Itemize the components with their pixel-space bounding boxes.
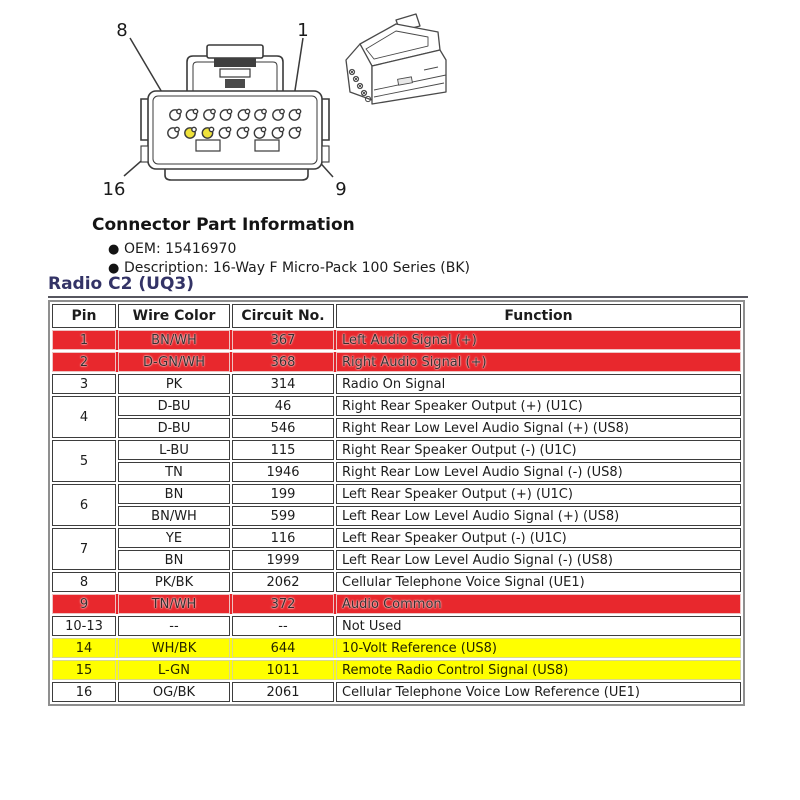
- circuit-cell: 599: [232, 506, 334, 526]
- wire-cell: TN: [118, 462, 230, 482]
- circuit-cell: 116: [232, 528, 334, 548]
- circuit-cell: 546: [232, 418, 334, 438]
- table-row-pin16: [52, 682, 741, 702]
- pin-cell: 4: [52, 396, 116, 438]
- wire-cell: L-GN: [118, 660, 230, 680]
- wire-cell: WH/BK: [118, 638, 230, 658]
- callout-label-9: 9: [335, 179, 347, 200]
- sub-row: [118, 528, 741, 548]
- function-cell: Left Rear Speaker Output (-) (U1C): [336, 528, 741, 548]
- circuit-cell: 115: [232, 440, 334, 460]
- wire-cell: YE: [118, 528, 230, 548]
- bullet-icon: ●: [108, 261, 120, 276]
- circuit-cell: 372: [232, 594, 334, 614]
- sub-row: [118, 484, 741, 504]
- function-cell: Cellular Telephone Voice Low Reference (UE1): [336, 682, 741, 702]
- function-cell: Right Rear Speaker Output (-) (U1C): [336, 440, 741, 460]
- function-cell: Audio Common: [336, 594, 741, 614]
- table-header-row: [52, 304, 741, 328]
- function-cell: Left Rear Low Level Audio Signal (+) (US8): [336, 506, 741, 526]
- pin-cell: 10-13: [52, 616, 116, 636]
- table-row-pin7: [52, 528, 741, 570]
- pin-cell: 3: [52, 374, 116, 394]
- circuit-cell: 367: [232, 330, 334, 350]
- header-cell-function: Function: [336, 304, 741, 328]
- pin-cell: 5: [52, 440, 116, 482]
- function-cell: Left Audio Signal (+): [336, 330, 741, 350]
- circuit-cell: 368: [232, 352, 334, 372]
- table-row-pin4: [52, 396, 741, 438]
- function-cell: 10-Volt Reference (US8): [336, 638, 741, 658]
- wire-cell: BN: [118, 484, 230, 504]
- connector-diagram: [100, 4, 460, 209]
- table-row-pin15: [52, 660, 741, 680]
- circuit-cell: 644: [232, 638, 334, 658]
- table-row-pin10-13: [52, 616, 741, 636]
- circuit-cell: 1011: [232, 660, 334, 680]
- wire-cell: BN: [118, 550, 230, 570]
- wire-cell: D-GN/WH: [118, 352, 230, 372]
- wire-cell: D-BU: [118, 418, 230, 438]
- callout-label-8: 8: [116, 20, 128, 41]
- table-row-pin8: [52, 572, 741, 592]
- pin-cell: 15: [52, 660, 116, 680]
- function-cell: Left Rear Low Level Audio Signal (-) (US8): [336, 550, 741, 570]
- wire-cell: OG/BK: [118, 682, 230, 702]
- pin-cell: 14: [52, 638, 116, 658]
- bullet-icon: ●: [108, 242, 120, 257]
- table-row-pin2: [52, 352, 741, 372]
- oem-bullet: [108, 240, 470, 259]
- part-info-title: Connector Part Information: [92, 215, 355, 235]
- wire-cell: PK/BK: [118, 572, 230, 592]
- circuit-cell: 1946: [232, 462, 334, 482]
- function-cell: Not Used: [336, 616, 741, 636]
- part-info-list: [108, 240, 470, 278]
- pin-cell: 2: [52, 352, 116, 372]
- circuit-cell: 314: [232, 374, 334, 394]
- section-title: Radio C2 (UQ3): [48, 274, 748, 298]
- pin-cell: 8: [52, 572, 116, 592]
- sub-row: [118, 418, 741, 438]
- circuit-cell: 2062: [232, 572, 334, 592]
- wire-cell: TN/WH: [118, 594, 230, 614]
- header-cell-wire: Wire Color: [118, 304, 230, 328]
- wire-cell: BN/WH: [118, 330, 230, 350]
- table-row-pin14: [52, 638, 741, 658]
- function-cell: Right Audio Signal (+): [336, 352, 741, 372]
- pin-cell: 6: [52, 484, 116, 526]
- circuit-cell: 2061: [232, 682, 334, 702]
- oem-text: OEM: 15416970: [124, 241, 237, 257]
- table-row-pin1: [52, 330, 741, 350]
- sub-row: [118, 440, 741, 460]
- wire-cell: --: [118, 616, 230, 636]
- header-cell-pin: Pin: [52, 304, 116, 328]
- wire-cell: PK: [118, 374, 230, 394]
- function-cell: Right Rear Low Level Audio Signal (+) (US8): [336, 418, 741, 438]
- wire-cell: BN/WH: [118, 506, 230, 526]
- table-row-pin3: [52, 374, 741, 394]
- circuit-cell: --: [232, 616, 334, 636]
- table-row-pin6: [52, 484, 741, 526]
- function-cell: Cellular Telephone Voice Signal (UE1): [336, 572, 741, 592]
- pinout-table: [48, 300, 745, 706]
- callout-label-16: 16: [102, 179, 126, 200]
- wire-cell: D-BU: [118, 396, 230, 416]
- pin-cell: 1: [52, 330, 116, 350]
- connector-3d-view: [346, 14, 446, 104]
- table-row-pin5: [52, 440, 741, 482]
- function-cell: Remote Radio Control Signal (US8): [336, 660, 741, 680]
- circuit-cell: 199: [232, 484, 334, 504]
- circuit-cell: 1999: [232, 550, 334, 570]
- function-cell: Right Rear Speaker Output (+) (U1C): [336, 396, 741, 416]
- sub-row: [118, 550, 741, 570]
- function-cell: Left Rear Speaker Output (+) (U1C): [336, 484, 741, 504]
- table-row-pin9: [52, 594, 741, 614]
- pin-cell: 16: [52, 682, 116, 702]
- pin-cell: 7: [52, 528, 116, 570]
- wire-cell: L-BU: [118, 440, 230, 460]
- function-cell: Right Rear Low Level Audio Signal (-) (US8): [336, 462, 741, 482]
- description-text: Description: 16-Way F Micro-Pack 100 Series (BK): [124, 260, 470, 276]
- function-cell: Radio On Signal: [336, 374, 741, 394]
- pin-cell: 9: [52, 594, 116, 614]
- sub-row: [118, 506, 741, 526]
- circuit-cell: 46: [232, 396, 334, 416]
- sub-row: [118, 396, 741, 416]
- callout-label-1: 1: [297, 20, 309, 41]
- header-cell-circuit: Circuit No.: [232, 304, 334, 328]
- sub-row: [118, 462, 741, 482]
